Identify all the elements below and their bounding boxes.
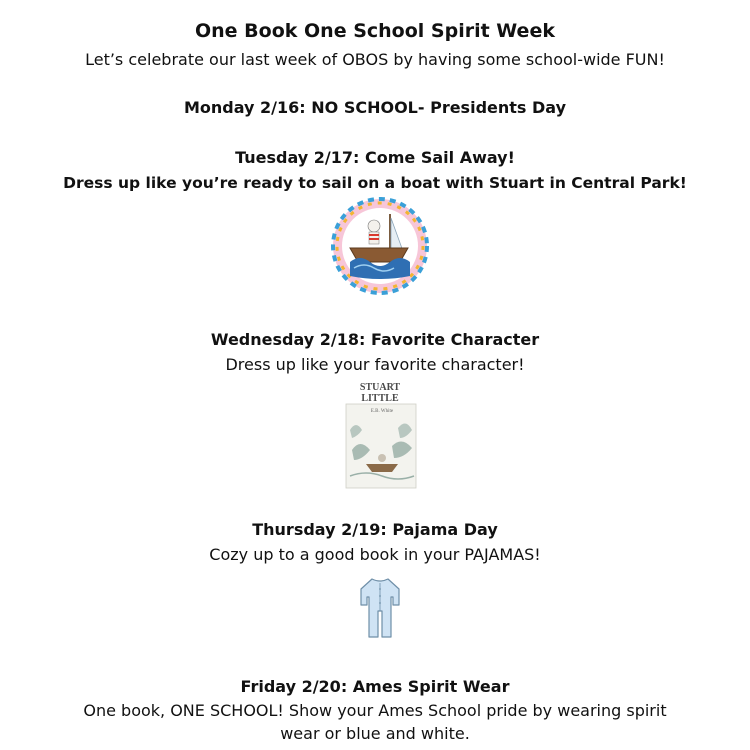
stuart-figure xyxy=(378,454,386,462)
wednesday-description: Dress up like your favorite character! xyxy=(225,355,525,374)
friday-description-line2: wear or blue and white. xyxy=(280,724,470,743)
thursday-heading: Thursday 2/19: Pajama Day xyxy=(252,520,498,539)
mouse-head xyxy=(368,220,380,232)
book-author: E.B. White xyxy=(370,409,394,414)
wednesday-heading: Wednesday 2/18: Favorite Character xyxy=(210,330,540,349)
friday-description-line1: One book, ONE SCHOOL! Show your Ames School pride by wearing spirit xyxy=(83,701,667,720)
page-title: One Book One School Spirit Week xyxy=(195,20,555,42)
stuart-little-book-cover xyxy=(342,380,418,490)
tuesday-description: Dress up like you’re ready to sail on a boat with Stuart in Central Park! xyxy=(63,174,687,192)
tuesday-heading: Tuesday 2/17: Come Sail Away! xyxy=(235,148,515,167)
pajamas-icon xyxy=(355,575,405,641)
thursday-description: Cozy up to a good book in your PAJAMAS! xyxy=(209,545,541,564)
sailboat-illustration xyxy=(330,196,430,296)
book-title-line2: LITTLE xyxy=(361,393,399,404)
monday-heading: Monday 2/16: NO SCHOOL- Presidents Day xyxy=(183,98,567,117)
book-title-line1: STUART xyxy=(359,382,401,393)
intro-text: Let’s celebrate our last week of OBOS by having some school-wide FUN! xyxy=(85,50,665,69)
friday-heading: Friday 2/20: Ames Spirit Wear xyxy=(240,677,510,696)
